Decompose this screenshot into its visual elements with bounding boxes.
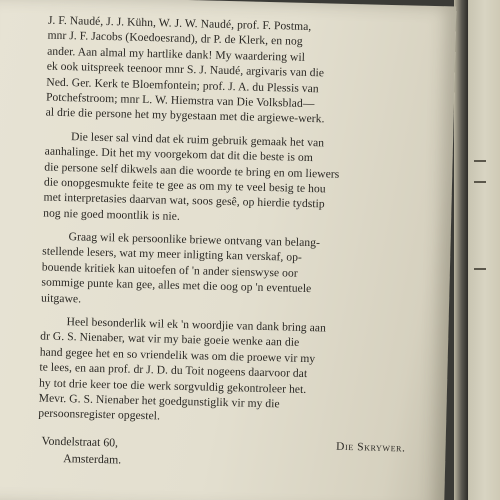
facing-page-mark [474, 181, 486, 183]
text-line: uitgawe. [40, 291, 82, 306]
text-line: Die leser sal vind dat ek ruim gebruik gemaak het van [70, 129, 325, 150]
text-line: te lees, en aan prof. dr J. D. du Toit nogeens daarvoor dat [39, 360, 308, 381]
address-street: Vondelstraat 60, [41, 433, 119, 450]
text-line: sommige punte kan gee, alles met die oog op 'n eventuele [41, 275, 312, 296]
text-line: stellende lesers, wat my meer inligting kan verskaf, op- [42, 244, 303, 265]
paragraph [41, 229, 415, 315]
text-line: met interpretasies daarvan wat, soos gesê, op hierdie tydstip [43, 190, 325, 211]
text-line: Ned. Ger. Kerk te Bloemfontein; prof. J. A. du Plessis van [46, 75, 319, 95]
text-line: J. F. Naudé, J. J. Kühn, W. J. W. Naudé, prof. F. Postma, [47, 13, 312, 34]
preface-text [38, 13, 420, 455]
text-line: al drie die persone het my bygestaan met die argiewe-werk. [45, 105, 325, 126]
text-line: ek ook uitspreek teenoor mnr S. J. Naudé, argivaris van die [46, 59, 325, 80]
text-line: Mevr. G. S. Nienaber het goedgunstiglik vir my die [38, 391, 280, 411]
text-line: hand gegee het en so vriendelik was om die proewe vir my [39, 345, 316, 366]
address-block [41, 433, 122, 469]
text-line: hy tot drie keer toe die werk sorgvuldig gekontroleer het. [38, 376, 307, 396]
text-line: mnr J. F. Jacobs (Koedoesrand), dr P. de Klerk, en nog [47, 28, 303, 49]
text-line: nog nie goed moontlik is nie. [43, 206, 181, 223]
paragraph [45, 13, 420, 130]
paragraph [38, 314, 413, 431]
text-line: aanhalinge. Dit het my voorgekom dat dit die beste is om [44, 144, 314, 165]
author-signature: Die Skrywer. [335, 440, 406, 455]
text-line: bouende kritiek kan uitoefen of 'n ander sienswyse oor [41, 260, 298, 280]
book-gutter [454, 0, 468, 500]
text-line: persoonsregister opgestel. [38, 406, 161, 423]
address-city: Amsterdam. [63, 451, 122, 467]
paragraph [43, 128, 417, 229]
text-line: Potchefstroom; mnr L. W. Hiemstra van Die Volksblad— [45, 90, 315, 111]
text-line: dr G. S. Nienaber, wat vir my baie goeie wenke aan die [40, 329, 300, 350]
text-line: Graag wil ek persoonlike briewe ontvang van belang- [68, 230, 321, 250]
text-line: ander. Aan almal my hartlike dank! My waardering wil [46, 44, 306, 64]
facing-page-mark [474, 160, 486, 162]
text-line: die onopgesmukte feite te gee as om my te veel besig te hou [43, 175, 326, 196]
text-line: die persone self dikwels aan die woorde te bring en om liewers [44, 160, 340, 181]
text-line: Heel besonderlik wil ek 'n woordjie van dank bring aan [66, 315, 327, 335]
facing-page-mark [474, 268, 486, 270]
